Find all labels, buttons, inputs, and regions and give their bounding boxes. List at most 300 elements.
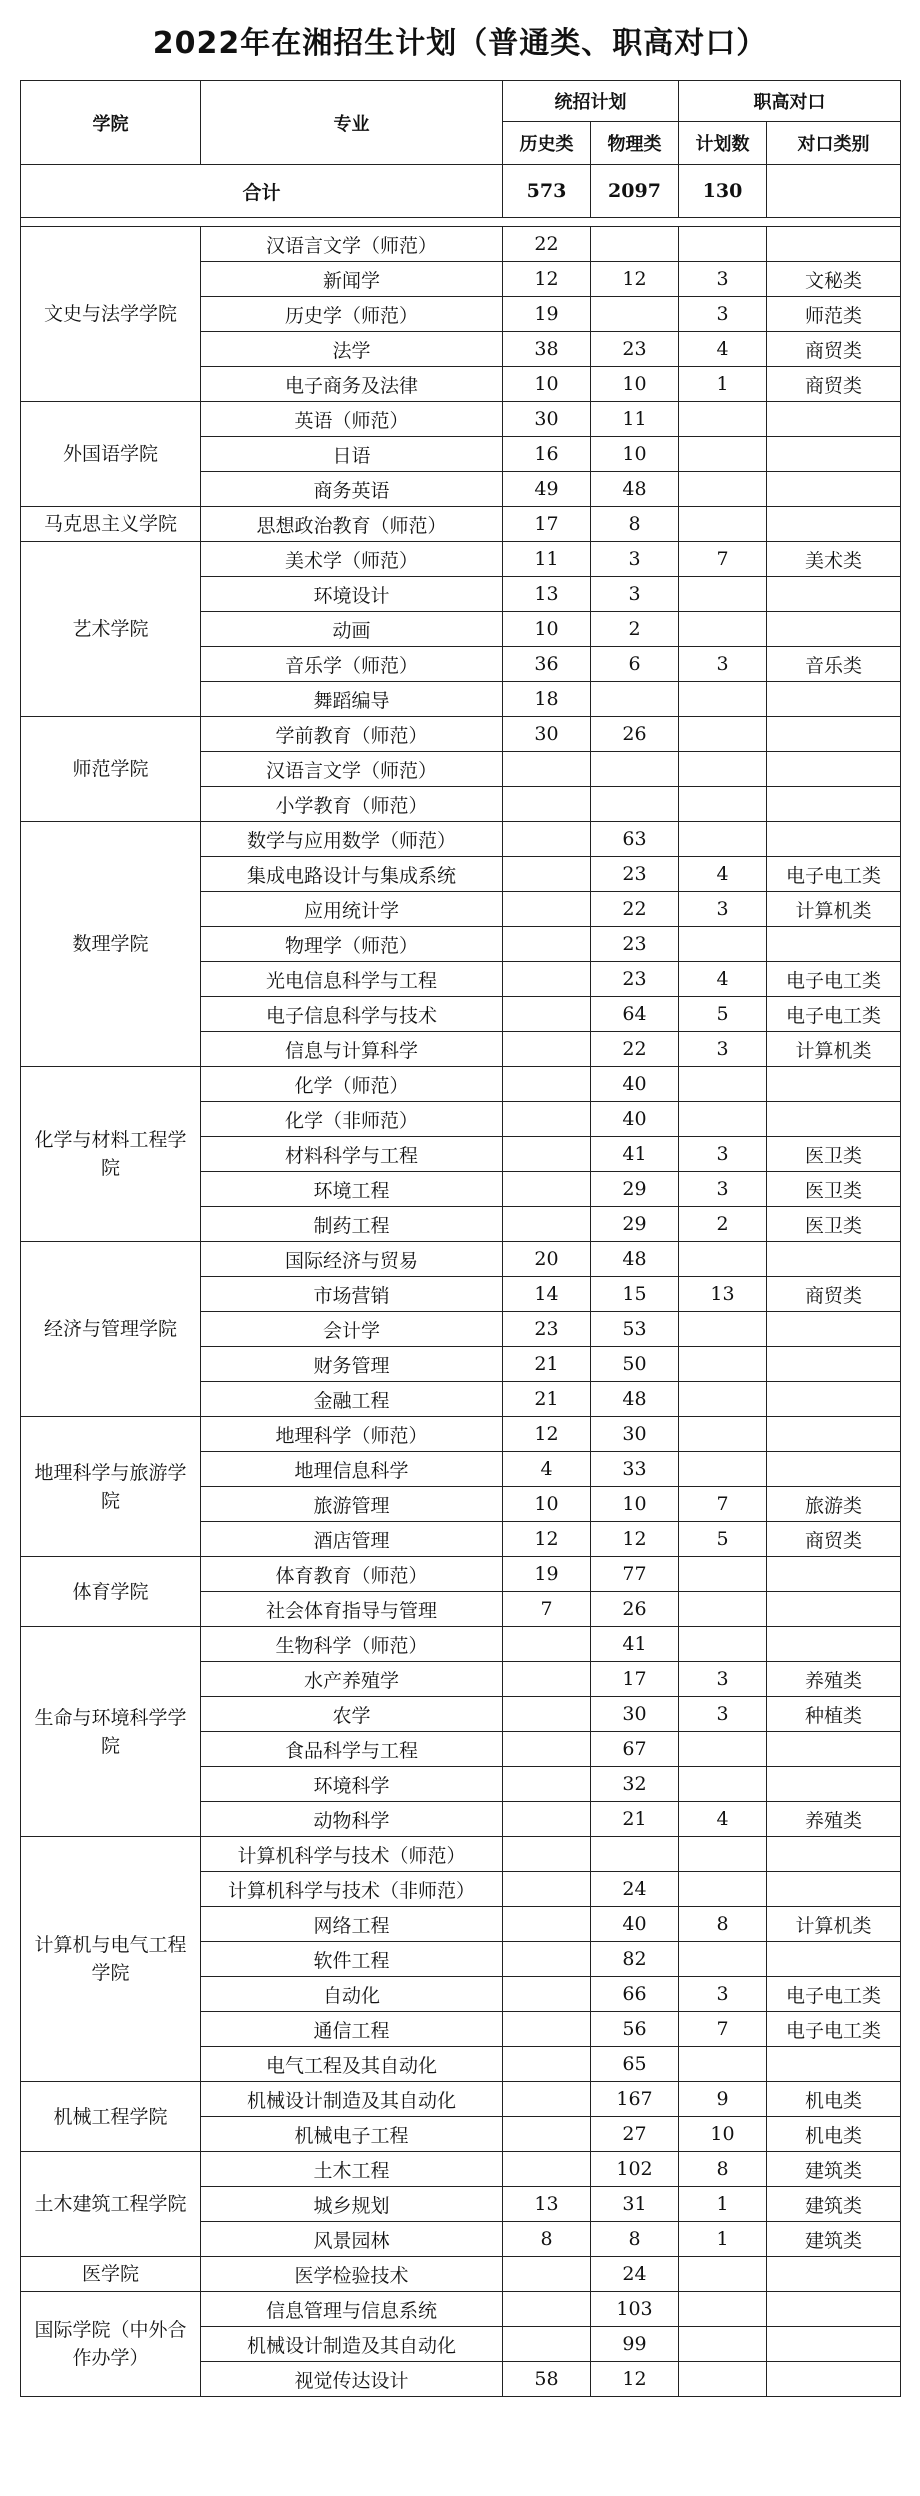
vocational-header: 职高对口 bbox=[679, 81, 901, 122]
category-cell: 建筑类 bbox=[767, 2152, 901, 2187]
history-cell: 13 bbox=[503, 2187, 591, 2222]
history-cell: 19 bbox=[503, 297, 591, 332]
major-cell: 汉语言文学（师范） bbox=[201, 752, 503, 787]
major-cell: 通信工程 bbox=[201, 2012, 503, 2047]
major-cell: 新闻学 bbox=[201, 262, 503, 297]
history-cell bbox=[503, 1067, 591, 1102]
major-cell: 动物科学 bbox=[201, 1802, 503, 1837]
table-row bbox=[21, 2082, 901, 2117]
plan-count-cell: 1 bbox=[679, 2222, 767, 2257]
category-cell: 美术类 bbox=[767, 542, 901, 577]
history-cell bbox=[503, 2257, 591, 2292]
category-cell bbox=[767, 717, 901, 752]
plan-count-cell: 4 bbox=[679, 332, 767, 367]
category-cell bbox=[767, 1837, 901, 1872]
history-cell: 12 bbox=[503, 1522, 591, 1557]
major-cell: 环境科学 bbox=[201, 1767, 503, 1802]
history-cell bbox=[503, 1032, 591, 1067]
plan-count-cell: 8 bbox=[679, 2152, 767, 2187]
plan-count-cell bbox=[679, 227, 767, 262]
plan-count-cell: 9 bbox=[679, 2082, 767, 2117]
table-row bbox=[21, 822, 901, 857]
history-cell bbox=[503, 1697, 591, 1732]
category-cell: 电子电工类 bbox=[767, 962, 901, 997]
plan-count-cell: 8 bbox=[679, 1907, 767, 1942]
major-cell: 会计学 bbox=[201, 1312, 503, 1347]
major-cell: 地理科学（师范） bbox=[201, 1417, 503, 1452]
plan-count-cell: 3 bbox=[679, 1662, 767, 1697]
history-cell: 22 bbox=[503, 227, 591, 262]
category-cell: 计算机类 bbox=[767, 1907, 901, 1942]
category-cell: 机电类 bbox=[767, 2117, 901, 2152]
plan-count-cell: 7 bbox=[679, 542, 767, 577]
physics-cell: 23 bbox=[591, 927, 679, 962]
physics-cell: 65 bbox=[591, 2047, 679, 2082]
plan-count-cell: 7 bbox=[679, 2012, 767, 2047]
category-cell: 商贸类 bbox=[767, 367, 901, 402]
table-row bbox=[21, 2292, 901, 2327]
category-cell: 商贸类 bbox=[767, 1522, 901, 1557]
physics-cell: 10 bbox=[591, 367, 679, 402]
category-cell: 机电类 bbox=[767, 2082, 901, 2117]
category-cell bbox=[767, 1312, 901, 1347]
major-cell: 光电信息科学与工程 bbox=[201, 962, 503, 997]
history-cell: 30 bbox=[503, 402, 591, 437]
college-cell: 体育学院 bbox=[21, 1557, 201, 1627]
plan-count-cell bbox=[679, 1312, 767, 1347]
major-cell: 思想政治教育（师范） bbox=[201, 507, 503, 542]
major-cell: 网络工程 bbox=[201, 1907, 503, 1942]
history-cell bbox=[503, 1872, 591, 1907]
total-category bbox=[767, 165, 901, 218]
physics-cell: 77 bbox=[591, 1557, 679, 1592]
physics-cell: 21 bbox=[591, 1802, 679, 1837]
physics-cell: 31 bbox=[591, 2187, 679, 2222]
physics-cell bbox=[591, 787, 679, 822]
category-cell: 种植类 bbox=[767, 1697, 901, 1732]
history-cell bbox=[503, 2047, 591, 2082]
category-header: 对口类别 bbox=[767, 122, 901, 165]
major-cell: 医学检验技术 bbox=[201, 2257, 503, 2292]
physics-cell: 82 bbox=[591, 1942, 679, 1977]
history-cell bbox=[503, 857, 591, 892]
plan-count-cell bbox=[679, 402, 767, 437]
major-cell: 国际经济与贸易 bbox=[201, 1242, 503, 1277]
category-cell: 音乐类 bbox=[767, 647, 901, 682]
plan-count-cell bbox=[679, 437, 767, 472]
plan-count-cell bbox=[679, 1347, 767, 1382]
physics-cell: 23 bbox=[591, 962, 679, 997]
physics-cell: 48 bbox=[591, 1382, 679, 1417]
college-cell: 师范学院 bbox=[21, 717, 201, 822]
history-cell bbox=[503, 752, 591, 787]
table-row bbox=[21, 542, 901, 577]
major-cell: 土木工程 bbox=[201, 2152, 503, 2187]
total-plan: 130 bbox=[679, 165, 767, 218]
plan-count-cell: 3 bbox=[679, 647, 767, 682]
category-cell bbox=[767, 1767, 901, 1802]
history-cell bbox=[503, 1732, 591, 1767]
plan-count-cell bbox=[679, 787, 767, 822]
category-cell bbox=[767, 612, 901, 647]
plan-count-cell: 3 bbox=[679, 297, 767, 332]
plan-count-cell: 3 bbox=[679, 1172, 767, 1207]
category-cell bbox=[767, 577, 901, 612]
category-cell bbox=[767, 1242, 901, 1277]
college-cell: 生命与环境科学学院 bbox=[21, 1627, 201, 1837]
history-cell: 17 bbox=[503, 507, 591, 542]
history-cell: 12 bbox=[503, 262, 591, 297]
table-row bbox=[21, 402, 901, 437]
history-cell bbox=[503, 1802, 591, 1837]
major-cell: 风景园林 bbox=[201, 2222, 503, 2257]
category-cell bbox=[767, 927, 901, 962]
physics-header: 物理类 bbox=[591, 122, 679, 165]
major-cell: 软件工程 bbox=[201, 1942, 503, 1977]
plan-count-cell bbox=[679, 1452, 767, 1487]
physics-cell: 17 bbox=[591, 1662, 679, 1697]
plan-count-cell bbox=[679, 2292, 767, 2327]
history-cell bbox=[503, 1942, 591, 1977]
enrollment-plan-table bbox=[20, 80, 901, 2397]
physics-cell: 48 bbox=[591, 1242, 679, 1277]
major-cell: 材料科学与工程 bbox=[201, 1137, 503, 1172]
physics-cell: 24 bbox=[591, 2257, 679, 2292]
history-cell bbox=[503, 1627, 591, 1662]
major-cell: 社会体育指导与管理 bbox=[201, 1592, 503, 1627]
category-cell bbox=[767, 1347, 901, 1382]
history-cell: 10 bbox=[503, 612, 591, 647]
plan-count-cell bbox=[679, 472, 767, 507]
college-header: 学院 bbox=[21, 81, 201, 165]
physics-cell: 3 bbox=[591, 577, 679, 612]
plan-count-cell bbox=[679, 2257, 767, 2292]
history-cell bbox=[503, 1172, 591, 1207]
physics-cell: 3 bbox=[591, 542, 679, 577]
college-cell: 经济与管理学院 bbox=[21, 1242, 201, 1417]
spacer-row bbox=[21, 218, 901, 227]
history-cell: 19 bbox=[503, 1557, 591, 1592]
table-row bbox=[21, 2152, 901, 2187]
plan-count-cell bbox=[679, 1417, 767, 1452]
college-cell: 数理学院 bbox=[21, 822, 201, 1067]
table-row bbox=[21, 507, 901, 542]
table-row bbox=[21, 717, 901, 752]
history-cell: 4 bbox=[503, 1452, 591, 1487]
physics-cell: 64 bbox=[591, 997, 679, 1032]
major-cell: 英语（师范） bbox=[201, 402, 503, 437]
major-cell: 音乐学（师范） bbox=[201, 647, 503, 682]
category-cell bbox=[767, 682, 901, 717]
major-cell: 应用统计学 bbox=[201, 892, 503, 927]
history-cell bbox=[503, 787, 591, 822]
category-cell bbox=[767, 507, 901, 542]
physics-cell: 67 bbox=[591, 1732, 679, 1767]
plan-count-cell bbox=[679, 612, 767, 647]
plan-count-cell bbox=[679, 1067, 767, 1102]
college-cell: 计算机与电气工程学院 bbox=[21, 1837, 201, 2082]
history-cell bbox=[503, 1767, 591, 1802]
major-cell: 电气工程及其自动化 bbox=[201, 2047, 503, 2082]
plan-count-cell bbox=[679, 1942, 767, 1977]
category-cell bbox=[767, 822, 901, 857]
college-cell: 土木建筑工程学院 bbox=[21, 2152, 201, 2257]
major-cell: 财务管理 bbox=[201, 1347, 503, 1382]
major-cell: 舞蹈编导 bbox=[201, 682, 503, 717]
total-physics: 2097 bbox=[591, 165, 679, 218]
category-cell bbox=[767, 2327, 901, 2362]
history-cell bbox=[503, 2152, 591, 2187]
category-cell: 养殖类 bbox=[767, 1662, 901, 1697]
physics-cell: 40 bbox=[591, 1907, 679, 1942]
category-cell bbox=[767, 2257, 901, 2292]
physics-cell: 102 bbox=[591, 2152, 679, 2187]
category-cell bbox=[767, 1942, 901, 1977]
category-cell: 建筑类 bbox=[767, 2222, 901, 2257]
plan-count-cell: 7 bbox=[679, 1487, 767, 1522]
table-row bbox=[21, 1242, 901, 1277]
history-header: 历史类 bbox=[503, 122, 591, 165]
category-cell bbox=[767, 1557, 901, 1592]
physics-cell: 56 bbox=[591, 2012, 679, 2047]
history-cell bbox=[503, 1837, 591, 1872]
total-history: 573 bbox=[503, 165, 591, 218]
major-cell: 动画 bbox=[201, 612, 503, 647]
college-cell: 医学院 bbox=[21, 2257, 201, 2292]
category-cell bbox=[767, 752, 901, 787]
history-cell: 10 bbox=[503, 367, 591, 402]
plan-count-cell bbox=[679, 1592, 767, 1627]
physics-cell: 22 bbox=[591, 1032, 679, 1067]
plan-count-cell bbox=[679, 682, 767, 717]
total-label: 合计 bbox=[21, 165, 503, 218]
physics-cell: 103 bbox=[591, 2292, 679, 2327]
category-cell: 电子电工类 bbox=[767, 1977, 901, 2012]
plan-count-header: 计划数 bbox=[679, 122, 767, 165]
category-cell: 师范类 bbox=[767, 297, 901, 332]
physics-cell: 24 bbox=[591, 1872, 679, 1907]
category-cell bbox=[767, 472, 901, 507]
major-cell: 计算机科学与技术（师范） bbox=[201, 1837, 503, 1872]
major-cell: 制药工程 bbox=[201, 1207, 503, 1242]
category-cell bbox=[767, 1382, 901, 1417]
plan-count-cell: 3 bbox=[679, 1032, 767, 1067]
history-cell bbox=[503, 2082, 591, 2117]
category-cell bbox=[767, 437, 901, 472]
plan-count-cell: 1 bbox=[679, 367, 767, 402]
category-cell bbox=[767, 1592, 901, 1627]
history-cell bbox=[503, 1102, 591, 1137]
plan-count-cell bbox=[679, 507, 767, 542]
college-cell: 国际学院（中外合作办学） bbox=[21, 2292, 201, 2397]
category-cell bbox=[767, 2362, 901, 2397]
plan-count-cell: 3 bbox=[679, 1137, 767, 1172]
major-cell: 小学教育（师范） bbox=[201, 787, 503, 822]
category-cell bbox=[767, 227, 901, 262]
history-cell bbox=[503, 1977, 591, 2012]
physics-cell: 41 bbox=[591, 1137, 679, 1172]
plan-count-cell: 13 bbox=[679, 1277, 767, 1312]
category-cell: 电子电工类 bbox=[767, 2012, 901, 2047]
history-cell bbox=[503, 892, 591, 927]
college-cell: 外国语学院 bbox=[21, 402, 201, 507]
plan-count-cell: 5 bbox=[679, 997, 767, 1032]
college-cell: 马克思主义学院 bbox=[21, 507, 201, 542]
major-cell: 环境设计 bbox=[201, 577, 503, 612]
category-cell: 医卫类 bbox=[767, 1207, 901, 1242]
table-body bbox=[21, 165, 901, 2397]
history-cell: 11 bbox=[503, 542, 591, 577]
plan-count-cell bbox=[679, 752, 767, 787]
major-cell: 水产养殖学 bbox=[201, 1662, 503, 1697]
history-cell bbox=[503, 1207, 591, 1242]
major-cell: 化学（非师范） bbox=[201, 1102, 503, 1137]
major-cell: 信息与计算科学 bbox=[201, 1032, 503, 1067]
physics-cell: 30 bbox=[591, 1697, 679, 1732]
page-title: 2022年在湘招生计划（普通类、职高对口） bbox=[152, 26, 768, 61]
table-row bbox=[21, 1627, 901, 1662]
total-row bbox=[21, 165, 901, 218]
history-cell: 30 bbox=[503, 717, 591, 752]
history-cell bbox=[503, 1662, 591, 1697]
plan-count-cell: 3 bbox=[679, 1697, 767, 1732]
physics-cell: 167 bbox=[591, 2082, 679, 2117]
plan-count-cell: 4 bbox=[679, 857, 767, 892]
history-cell: 38 bbox=[503, 332, 591, 367]
physics-cell bbox=[591, 297, 679, 332]
college-cell: 化学与材料工程学院 bbox=[21, 1067, 201, 1242]
plan-count-cell: 4 bbox=[679, 962, 767, 997]
category-cell bbox=[767, 1102, 901, 1137]
physics-cell: 10 bbox=[591, 1487, 679, 1522]
category-cell: 医卫类 bbox=[767, 1137, 901, 1172]
major-cell: 视觉传达设计 bbox=[201, 2362, 503, 2397]
major-cell: 日语 bbox=[201, 437, 503, 472]
table-row bbox=[21, 1837, 901, 1872]
plan-count-cell bbox=[679, 1837, 767, 1872]
history-cell: 16 bbox=[503, 437, 591, 472]
college-cell: 文史与法学学院 bbox=[21, 227, 201, 402]
major-cell: 汉语言文学（师范） bbox=[201, 227, 503, 262]
category-cell: 商贸类 bbox=[767, 1277, 901, 1312]
header-row bbox=[21, 81, 901, 122]
major-cell: 集成电路设计与集成系统 bbox=[201, 857, 503, 892]
major-cell: 机械电子工程 bbox=[201, 2117, 503, 2152]
plan-count-cell: 4 bbox=[679, 1802, 767, 1837]
major-cell: 自动化 bbox=[201, 1977, 503, 2012]
history-cell: 8 bbox=[503, 2222, 591, 2257]
category-cell: 养殖类 bbox=[767, 1802, 901, 1837]
plan-count-cell bbox=[679, 822, 767, 857]
history-cell: 18 bbox=[503, 682, 591, 717]
history-cell: 21 bbox=[503, 1382, 591, 1417]
physics-cell: 40 bbox=[591, 1102, 679, 1137]
category-cell bbox=[767, 1067, 901, 1102]
physics-cell: 30 bbox=[591, 1417, 679, 1452]
physics-cell bbox=[591, 227, 679, 262]
history-cell: 7 bbox=[503, 1592, 591, 1627]
major-cell: 机械设计制造及其自动化 bbox=[201, 2082, 503, 2117]
physics-cell: 50 bbox=[591, 1347, 679, 1382]
physics-cell: 40 bbox=[591, 1067, 679, 1102]
history-cell: 20 bbox=[503, 1242, 591, 1277]
plan-count-cell bbox=[679, 1242, 767, 1277]
history-cell bbox=[503, 997, 591, 1032]
physics-cell: 11 bbox=[591, 402, 679, 437]
category-cell bbox=[767, 2292, 901, 2327]
plan-count-cell: 1 bbox=[679, 2187, 767, 2222]
major-header: 专业 bbox=[201, 81, 503, 165]
plan-count-cell bbox=[679, 717, 767, 752]
category-cell bbox=[767, 1452, 901, 1487]
major-cell: 数学与应用数学（师范） bbox=[201, 822, 503, 857]
major-cell: 美术学（师范） bbox=[201, 542, 503, 577]
physics-cell: 12 bbox=[591, 262, 679, 297]
physics-cell: 2 bbox=[591, 612, 679, 647]
plan-count-cell: 3 bbox=[679, 892, 767, 927]
category-cell bbox=[767, 402, 901, 437]
history-cell bbox=[503, 2327, 591, 2362]
physics-cell: 26 bbox=[591, 717, 679, 752]
history-cell bbox=[503, 962, 591, 997]
physics-cell: 41 bbox=[591, 1627, 679, 1662]
major-cell: 金融工程 bbox=[201, 1382, 503, 1417]
physics-cell: 6 bbox=[591, 647, 679, 682]
category-cell bbox=[767, 2047, 901, 2082]
physics-cell: 53 bbox=[591, 1312, 679, 1347]
physics-cell: 29 bbox=[591, 1172, 679, 1207]
major-cell: 体育教育（师范） bbox=[201, 1557, 503, 1592]
history-cell: 23 bbox=[503, 1312, 591, 1347]
physics-cell: 48 bbox=[591, 472, 679, 507]
physics-cell: 27 bbox=[591, 2117, 679, 2152]
major-cell: 化学（师范） bbox=[201, 1067, 503, 1102]
college-cell: 机械工程学院 bbox=[21, 2082, 201, 2152]
history-cell bbox=[503, 2292, 591, 2327]
category-cell: 计算机类 bbox=[767, 1032, 901, 1067]
table-row bbox=[21, 1067, 901, 1102]
major-cell: 农学 bbox=[201, 1697, 503, 1732]
history-cell bbox=[503, 1907, 591, 1942]
physics-cell: 23 bbox=[591, 332, 679, 367]
physics-cell: 66 bbox=[591, 1977, 679, 2012]
plan-count-cell bbox=[679, 1627, 767, 1662]
major-cell: 酒店管理 bbox=[201, 1522, 503, 1557]
history-cell: 10 bbox=[503, 1487, 591, 1522]
physics-cell: 12 bbox=[591, 2362, 679, 2397]
major-cell: 电子商务及法律 bbox=[201, 367, 503, 402]
history-cell: 58 bbox=[503, 2362, 591, 2397]
category-cell bbox=[767, 1732, 901, 1767]
plan-count-cell: 10 bbox=[679, 2117, 767, 2152]
plan-count-cell bbox=[679, 577, 767, 612]
table-row bbox=[21, 1417, 901, 1452]
major-cell: 物理学（师范） bbox=[201, 927, 503, 962]
physics-cell: 12 bbox=[591, 1522, 679, 1557]
physics-cell bbox=[591, 1837, 679, 1872]
major-cell: 学前教育（师范） bbox=[201, 717, 503, 752]
plan-count-cell bbox=[679, 1382, 767, 1417]
plan-count-cell bbox=[679, 1732, 767, 1767]
physics-cell: 8 bbox=[591, 2222, 679, 2257]
plan-count-cell bbox=[679, 2362, 767, 2397]
history-cell bbox=[503, 2012, 591, 2047]
physics-cell: 26 bbox=[591, 1592, 679, 1627]
category-cell bbox=[767, 1872, 901, 1907]
physics-cell: 8 bbox=[591, 507, 679, 542]
major-cell: 计算机科学与技术（非师范） bbox=[201, 1872, 503, 1907]
plan-count-cell: 3 bbox=[679, 1977, 767, 2012]
